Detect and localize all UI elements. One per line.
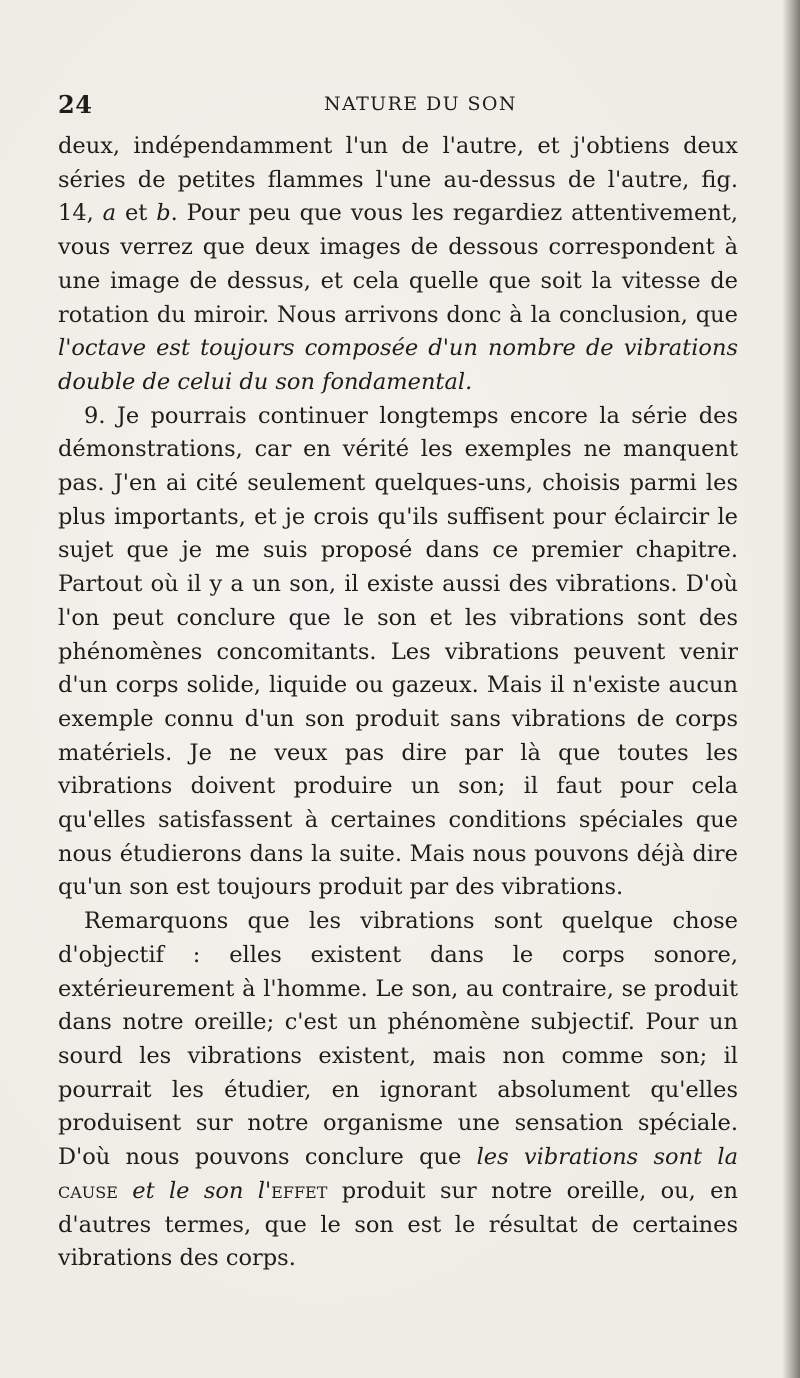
paragraph-3 <box>58 905 738 1276</box>
paragraph-2: 9. Je pourrais continuer longtemps encore la série des démonstrations, car en vérité les exemples ne manquent pas. J'en ai cité seulement quelques-uns, choisis parmi les plus importants, et je crois qu'ils suffisent pour éclaircir le sujet que je me suis proposé dans ce premier chapitre. Partout où il y a un son, il existe aussi des vibrations. D'où l'on peut conclure que le son et les vibrations sont des phénomènes concomitants. Les vibrations peuvent venir d'un corps solide, liquide ou gazeux. Mais il n'existe aucun exemple connu d'un son produit sans vibrations de corps matériels. Je ne veux pas dire par là que toutes les vibrations doivent produire un son; il faut pour cela qu'elles satisfassent à certaines conditions spéciales que nous étudierons dans la suite. Mais nous pouvons déjà dire qu'un son est toujours produit par des vibrations. <box>58 402 738 901</box>
p1-fig-label-b: b <box>156 200 171 227</box>
p1-text-c: et <box>116 200 157 227</box>
page-number: 24 <box>58 90 93 119</box>
running-head <box>58 90 738 122</box>
p3-smallcaps-cause: cause <box>58 1177 118 1204</box>
p1-conclusion-italic: l'octave est toujours composée d'un nombre de vibrations double de celui du son fondamental. <box>58 335 738 395</box>
body-text <box>58 130 738 1276</box>
p3-italic-d: et le son l' <box>117 1177 272 1204</box>
p1-text-e: . Pour peu que vous les regardiez attentivement, vous verrez que deux images de dessous correspondent à une image de dessus, et cela quelle que soit la vitesse de rotation du miroir. Nous arrivons donc à la conclusion, que <box>58 200 738 328</box>
p3-italic-b: les vibrations sont la <box>476 1144 738 1171</box>
p1-text-a: deux, indépendamment l'un de l'autre, et j'obtiens deux séries de petites flammes l'une au-dessus de l'autre, fig. 14, <box>58 133 738 227</box>
paragraph-1 <box>58 130 738 400</box>
p1-fig-label-a: a <box>102 200 117 227</box>
p3-text-f: produit sur notre oreille, ou, en d'autres termes, que le son est le résultat de certaines vibrations des corps. <box>58 1177 738 1272</box>
chapter-title: NATURE DU SON <box>324 93 517 115</box>
p3-text-a: Remarquons que les vibrations sont quelque chose d'objectif : elles existent dans le corps sonore, extérieurement à l'homme. Le son, au contraire, se produit dans notre oreille; c'est un phénomène subjectif. Pour un sourd les vibrations existent, mais non comme son; il pourrait les étudier, en ignorant absolument qu'elles produisent sur notre organisme une sensation spéciale. D'où nous pouvons conclure que <box>58 908 738 1171</box>
p3-smallcaps-effet: effet <box>271 1177 328 1204</box>
page-spine-shadow <box>782 0 800 1378</box>
